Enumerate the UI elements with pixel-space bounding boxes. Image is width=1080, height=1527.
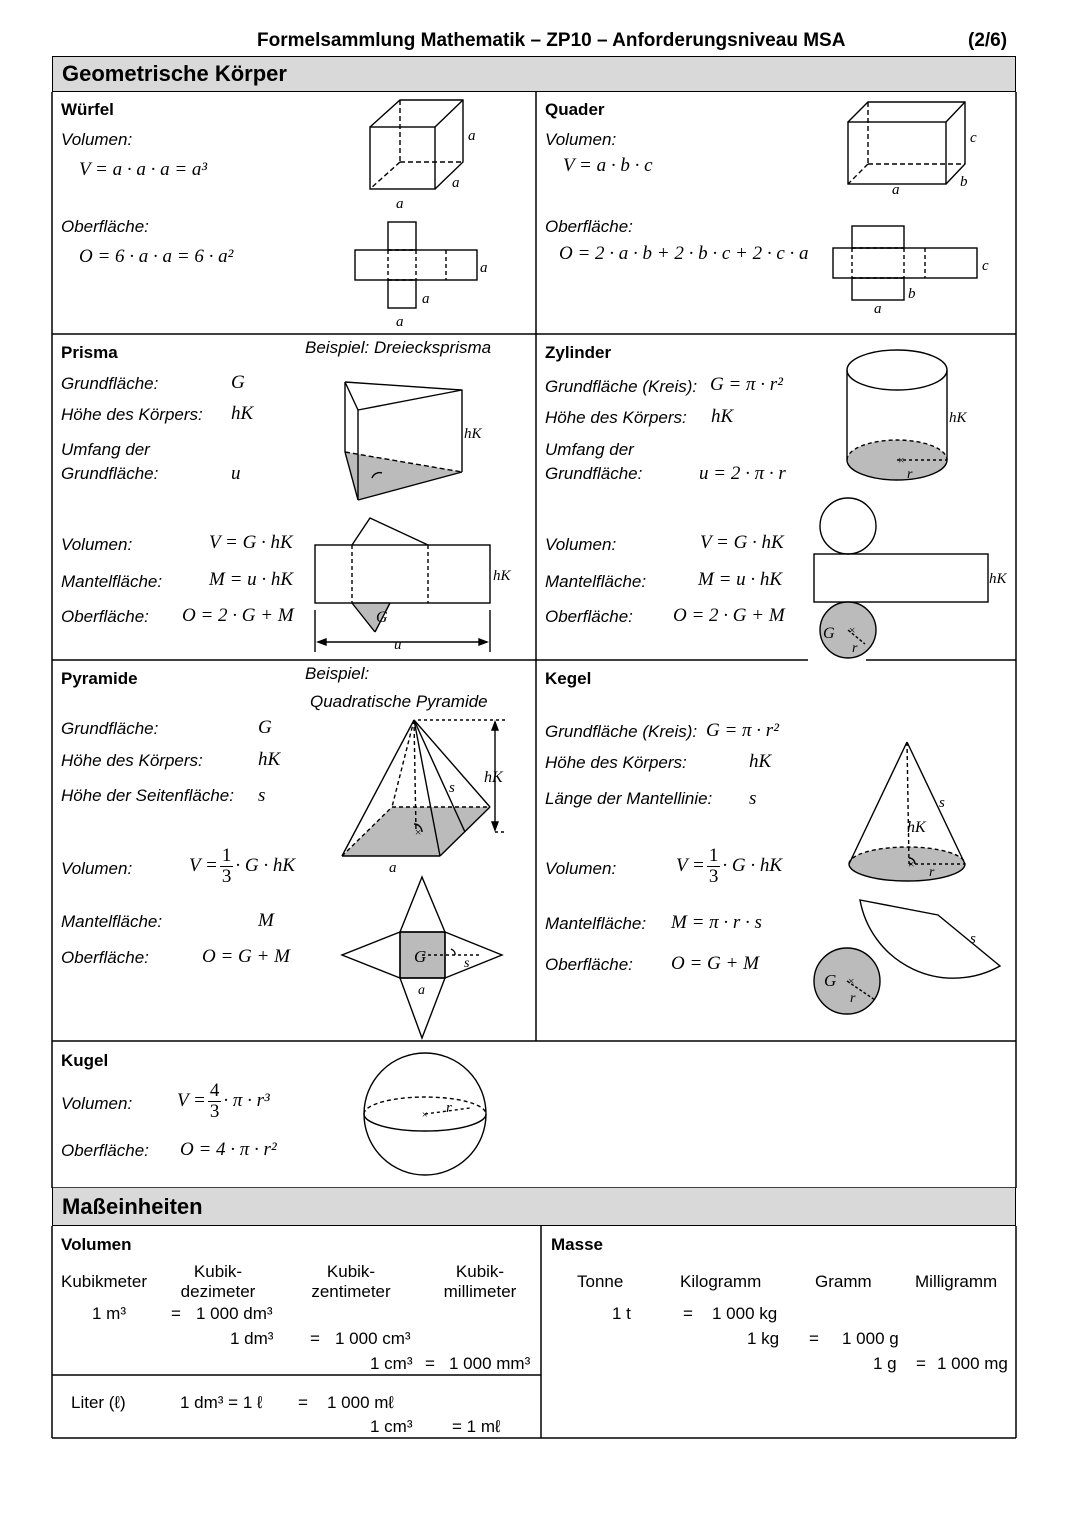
cylinder-net-center-mark: × — [848, 623, 857, 637]
prisma-title: Prisma — [61, 343, 118, 362]
cylinder-net-label-h: hK — [989, 571, 1007, 587]
cube-figure — [340, 92, 520, 332]
cylinder-center-mark: × — [897, 453, 906, 467]
pyramide-volume-frac-n: 1 — [221, 845, 232, 866]
zylinder-perimeter-label-2: Grundfläche: — [545, 464, 643, 483]
sphere-center-mark: × — [421, 1109, 429, 1121]
wuerfel-volume-formula: V = a · a · a = a³ — [79, 159, 208, 180]
masse-col-3: Gramm — [815, 1272, 872, 1291]
kegel-surface-formula: O = G + M — [671, 953, 759, 974]
kegel-volume-frac-n: 1 — [708, 845, 719, 866]
zylinder-lateral-formula: M = u · hK — [698, 569, 783, 590]
cuboid-label-b: b — [960, 174, 968, 190]
wuerfel-surface-label: Oberfläche: — [61, 217, 149, 236]
liter-label: Liter (ℓ) — [71, 1393, 126, 1412]
cone-center-mark: × — [907, 857, 916, 871]
cone-net-label-r: r — [850, 991, 856, 1006]
zylinder-base-formula: G = π · r² — [710, 374, 783, 395]
pyramide-height-sym: hK — [258, 749, 281, 770]
wuerfel-volume-label: Volumen: — [61, 130, 133, 149]
prisma-surface-label: Oberfläche: — [61, 607, 149, 626]
masse-r3-eq: = — [916, 1354, 926, 1373]
kegel-surface-label: Oberfläche: — [545, 955, 633, 974]
cube-label-a3: a — [396, 196, 404, 212]
cuboid-net-label-c: c — [982, 258, 989, 274]
masse-r2-b: 1 000 g — [842, 1329, 899, 1348]
pyramide-height-label: Höhe des Körpers: — [61, 751, 203, 770]
prism-net-label-G: G — [376, 609, 388, 626]
quader-surface-formula: O = 2 · a · b + 2 · b · c + 2 · c · a — [559, 243, 809, 264]
kegel-lateral-label: Mantelfläche: — [545, 914, 647, 933]
pyramide-side-label: Höhe der Seitenfläche: — [61, 786, 234, 805]
cone-net-label-s: s — [970, 931, 976, 947]
volumen-col-1: Kubikmeter — [61, 1272, 147, 1291]
triangular-prism-figure — [300, 370, 530, 655]
masse-r3-a: 1 g — [873, 1354, 897, 1373]
masse-r1-eq: = — [683, 1304, 693, 1323]
kegel-volume-label: Volumen: — [545, 859, 617, 878]
masse-r1-b: 1 000 kg — [712, 1304, 778, 1323]
pyramid-net-label-a: a — [418, 983, 425, 998]
prisma-surface-formula: O = 2 · G + M — [182, 605, 294, 626]
pyramid-label-a: a — [389, 860, 397, 876]
volumen-r3-eq: = — [425, 1354, 435, 1373]
volumen-col-4: Kubik- millimeter — [443, 1262, 517, 1301]
kugel-surface-label: Oberfläche: — [61, 1141, 149, 1160]
prism-net-label-u: u — [394, 637, 402, 653]
pyramid-center-mark: × — [414, 825, 423, 839]
prisma-example: Beispiel: Dreiecksprisma — [305, 338, 492, 357]
quader-title: Quader — [545, 100, 605, 119]
cuboid-net-label-a: a — [874, 301, 882, 317]
kugel-volume-frac-d: 3 — [209, 1101, 220, 1122]
liter-r2-b: = 1 mℓ — [452, 1417, 501, 1436]
kegel-base-formula: G = π · r² — [706, 720, 779, 741]
zylinder-base-label: Grundfläche (Kreis): — [545, 377, 698, 396]
masse-col-4: Milligramm — [915, 1272, 998, 1291]
volumen-r3-b: 1 000 mm³ — [449, 1354, 531, 1373]
kugel-volume-label: Volumen: — [61, 1094, 133, 1113]
sphere-figure — [360, 1050, 490, 1180]
volumen-col-3: Kubik- zentimeter — [311, 1262, 391, 1301]
pyramide-base-label: Grundfläche: — [61, 719, 159, 738]
prisma-perimeter-label-1: Umfang der — [61, 440, 150, 459]
pyramide-example-2: Quadratische Pyramide — [310, 692, 488, 711]
liter-r2-a: 1 cm³ — [370, 1417, 413, 1436]
cuboid-label-c: c — [970, 130, 977, 146]
kugel-volume-frac-n: 4 — [209, 1080, 220, 1101]
masse-r1-a: 1 t — [612, 1304, 631, 1323]
kegel-slant-sym: s — [749, 788, 757, 809]
zylinder-height-label: Höhe des Körpers: — [545, 408, 687, 427]
pyramide-side-sym: s — [258, 785, 266, 806]
zylinder-perimeter-label-1: Umfang der — [545, 440, 634, 459]
kegel-title: Kegel — [545, 669, 592, 688]
cone-net-label-G: G — [824, 971, 837, 990]
cube-net-label-a2: a — [422, 291, 430, 307]
pyramide-surface-formula: O = G + M — [202, 946, 290, 967]
zylinder-surface-formula: O = 2 · G + M — [673, 605, 785, 626]
masse-r2-a: 1 kg — [747, 1329, 780, 1348]
cylinder-net-label-r: r — [852, 641, 858, 656]
liter-r1-eq: = — [298, 1393, 308, 1412]
cone-label-s: s — [939, 795, 945, 811]
volumen-title: Volumen — [61, 1235, 132, 1254]
masse-col-2: Kilogramm — [680, 1272, 762, 1291]
pyramid-net-label-s: s — [464, 956, 470, 971]
volumen-r2-b: 1 000 cm³ — [335, 1329, 411, 1348]
volumen-r2-eq: = — [310, 1329, 320, 1348]
pyramide-surface-label: Oberfläche: — [61, 948, 149, 967]
pyramide-example-1: Beispiel: — [305, 664, 370, 683]
prisma-volume-label: Volumen: — [61, 535, 133, 554]
zylinder-volume-label: Volumen: — [545, 535, 617, 554]
cylinder-label-h: hK — [949, 410, 967, 426]
volumen-r1-b: 1 000 dm³ — [196, 1304, 273, 1323]
pyramide-volume-suffix: · G · hK — [235, 854, 295, 876]
page-title: Formelsammlung Mathematik – ZP10 – Anforderungsniveau MSA — [257, 30, 846, 51]
kegel-volume-formula — [676, 846, 782, 887]
pyramid-label-s: s — [449, 780, 455, 796]
kegel-volume-prefix: V = — [676, 854, 705, 876]
prism-label-h: hK — [464, 426, 482, 442]
wuerfel-title: Würfel — [61, 100, 114, 119]
kegel-height-label: Höhe des Körpers: — [545, 753, 687, 772]
volumen-r1-a: 1 m³ — [92, 1304, 126, 1323]
pyramide-volume-label: Volumen: — [61, 859, 133, 878]
masse-title: Masse — [551, 1235, 603, 1254]
cuboid-net-label-b: b — [908, 286, 916, 302]
kugel-volume-prefix: V = — [177, 1089, 206, 1111]
pyramide-volume-formula — [189, 846, 295, 887]
quader-surface-label: Oberfläche: — [545, 217, 633, 236]
liter-r1-a: 1 dm³ = 1 ℓ — [180, 1393, 263, 1412]
cone-label-h: hK — [907, 819, 926, 836]
kegel-height-sym: hK — [749, 751, 772, 772]
volumen-col-2: Kubik- dezimeter — [180, 1262, 256, 1301]
pyramide-lateral-sym: M — [258, 910, 274, 931]
wuerfel-surface-formula: O = 6 · a · a = 6 · a² — [79, 246, 234, 267]
pyramid-label-h: hK — [484, 769, 503, 786]
pyramide-title: Pyramide — [61, 669, 138, 688]
kugel-volume-suffix: · π · r³ — [223, 1089, 270, 1111]
zylinder-height-sym: hK — [711, 406, 734, 427]
masse-r3-b: 1 000 mg — [937, 1354, 1008, 1373]
cuboid-label-a: a — [892, 182, 900, 198]
pyramide-base-sym: G — [258, 717, 272, 738]
kugel-volume-formula — [177, 1081, 270, 1122]
zylinder-volume-formula: V = G · hK — [700, 532, 784, 553]
masse-r2-eq: = — [809, 1329, 819, 1348]
pyramid-figure — [330, 712, 530, 1042]
cylinder-net-label-G: G — [823, 625, 835, 642]
pyramid-net-label-G: G — [414, 947, 427, 966]
volumen-r3-a: 1 cm³ — [370, 1354, 413, 1373]
pyramide-volume-prefix: V = — [189, 854, 218, 876]
prisma-perimeter-label-2: Grundfläche: — [61, 464, 159, 483]
cone-figure — [805, 730, 1015, 1030]
prism-net-label-h: hK — [493, 568, 511, 584]
sphere-label-r: r — [446, 1100, 452, 1116]
masse-col-1: Tonne — [577, 1272, 624, 1291]
kugel-title: Kugel — [61, 1051, 109, 1070]
prisma-height-sym: hK — [231, 403, 254, 424]
kugel-surface-formula: O = 4 · π · r² — [180, 1139, 277, 1160]
section-geometric-solids: Geometrische Körper — [52, 56, 1016, 92]
zylinder-lateral-label: Mantelfläche: — [545, 572, 647, 591]
quader-volume-formula: V = a · b · c — [563, 155, 653, 176]
cube-net-label-a1: a — [480, 260, 488, 276]
cube-label-a1: a — [468, 128, 476, 144]
cylinder-label-r: r — [907, 467, 913, 482]
kegel-base-label: Grundfläche (Kreis): — [545, 722, 698, 741]
liter-r1-b: 1 000 mℓ — [327, 1393, 394, 1412]
prisma-lateral-formula: M = u · hK — [209, 569, 294, 590]
kegel-lateral-formula: M = π · r · s — [671, 912, 762, 933]
prisma-lateral-label: Mantelfläche: — [61, 572, 163, 591]
cuboid-figure — [820, 92, 1010, 322]
kegel-volume-frac-d: 3 — [708, 866, 719, 887]
volumen-r1-eq: = — [171, 1304, 181, 1323]
cylinder-figure — [805, 340, 1015, 660]
prisma-volume-formula: V = G · hK — [209, 532, 293, 553]
kegel-volume-suffix: · G · hK — [722, 854, 782, 876]
cube-label-a2: a — [452, 175, 460, 191]
pyramide-lateral-label: Mantelfläche: — [61, 912, 163, 931]
prisma-base-label: Grundfläche: — [61, 374, 159, 393]
zylinder-surface-label: Oberfläche: — [545, 607, 633, 626]
cone-label-r: r — [929, 865, 935, 880]
zylinder-perimeter-formula: u = 2 · π · r — [699, 463, 786, 484]
volumen-r2-a: 1 dm³ — [230, 1329, 274, 1348]
prisma-height-label: Höhe des Körpers: — [61, 405, 203, 424]
kegel-slant-label: Länge der Mantellinie: — [545, 789, 713, 808]
prisma-perimeter-sym: u — [231, 463, 241, 484]
cube-net-label-a3: a — [396, 314, 404, 330]
cone-net-center-mark: × — [847, 974, 856, 988]
quader-volume-label: Volumen: — [545, 130, 617, 149]
prisma-base-sym: G — [231, 372, 245, 393]
pyramide-volume-frac-d: 3 — [221, 866, 232, 887]
section-units: Maßeinheiten — [52, 1188, 1016, 1226]
page-number: (2/6) — [968, 30, 1008, 51]
zylinder-title: Zylinder — [545, 343, 612, 362]
